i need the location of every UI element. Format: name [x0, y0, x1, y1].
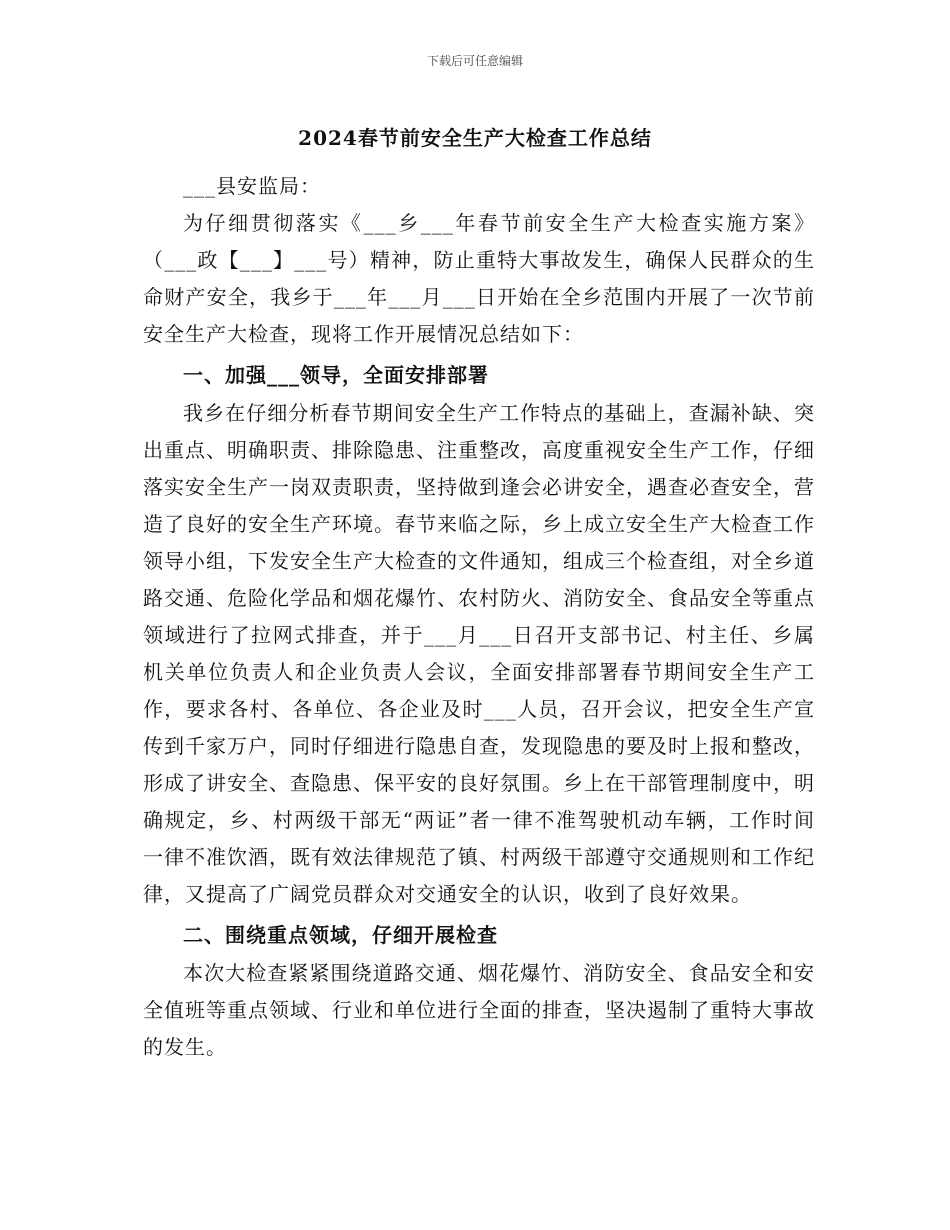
section-1-paragraph: 我乡在仔细分析春节期间安全生产工作特点的基础上，查漏补缺、突出重点、明确职责、排除隐患、注重整改，高度重视安全生产工作，仔细落实安全生产一岗双责职责，坚持做到逢会必讲安全，遇查必查安全，营造了良好的安全生产环境。春节来临之际，乡上成立安全生产大检查工作领导小组，下发安全生产大检查的文件通知，组成三个检查组，对全乡道路交通、危险化学品和烟花爆竹、农村防火、消防安全、食品安全等重点领域进行了拉网式排查，并于___月___日召开支部书记、村主任、乡属机关单位负责人和企业负责人会议，全面安排部署春节期间安全生产工作，要求各村、各单位、各企业及时___人员，召开会议，把安全生产宣传到千家万户，同时仔细进行隐患自查，发现隐患的要及时上报和整改，形成了讲安全、查隐患、保平安的良好氛围。乡上在干部管理制度中，明确规定，乡、村两级干部无“两证”者一律不准驾驶机动车辆，工作时间一律不准饮酒，既有效法律规范了镇、村两级干部遵守交通规则和工作纪律，又提高了广阔党员群众对交通安全的认识，收到了良好效果。 — [143, 401, 815, 906]
page-header: 下载后可任意编辑 — [426, 54, 523, 68]
document-body — [143, 168, 815, 1066]
section-heading-2: 二、围绕重点领域，仔细开展检查 — [183, 923, 498, 947]
intro-paragraph: 为仔细贯彻落实《___乡___年春节前安全生产大检查实施方案》（___政【___】___号）精神，防止重特大事故发生，确保人民群众的生命财产安全，我乡于___年___月___日开始在全乡范围内开展了一次节前安全生产大检查，现将工作开展情况总结如下： — [143, 211, 815, 346]
document-title: 2024春节前安全生产大检查工作总结 — [298, 126, 652, 150]
section-heading-1: 一、加强___领导，全面安排部署 — [183, 363, 489, 387]
section-2-paragraph: 本次大检查紧紧围绕道路交通、烟花爆竹、消防安全、食品安全和安全值班等重点领域、行业和单位进行全面的排查，坚决遏制了重特大事故的发生。 — [143, 961, 815, 1059]
salutation: ___县安监局： — [183, 174, 321, 198]
